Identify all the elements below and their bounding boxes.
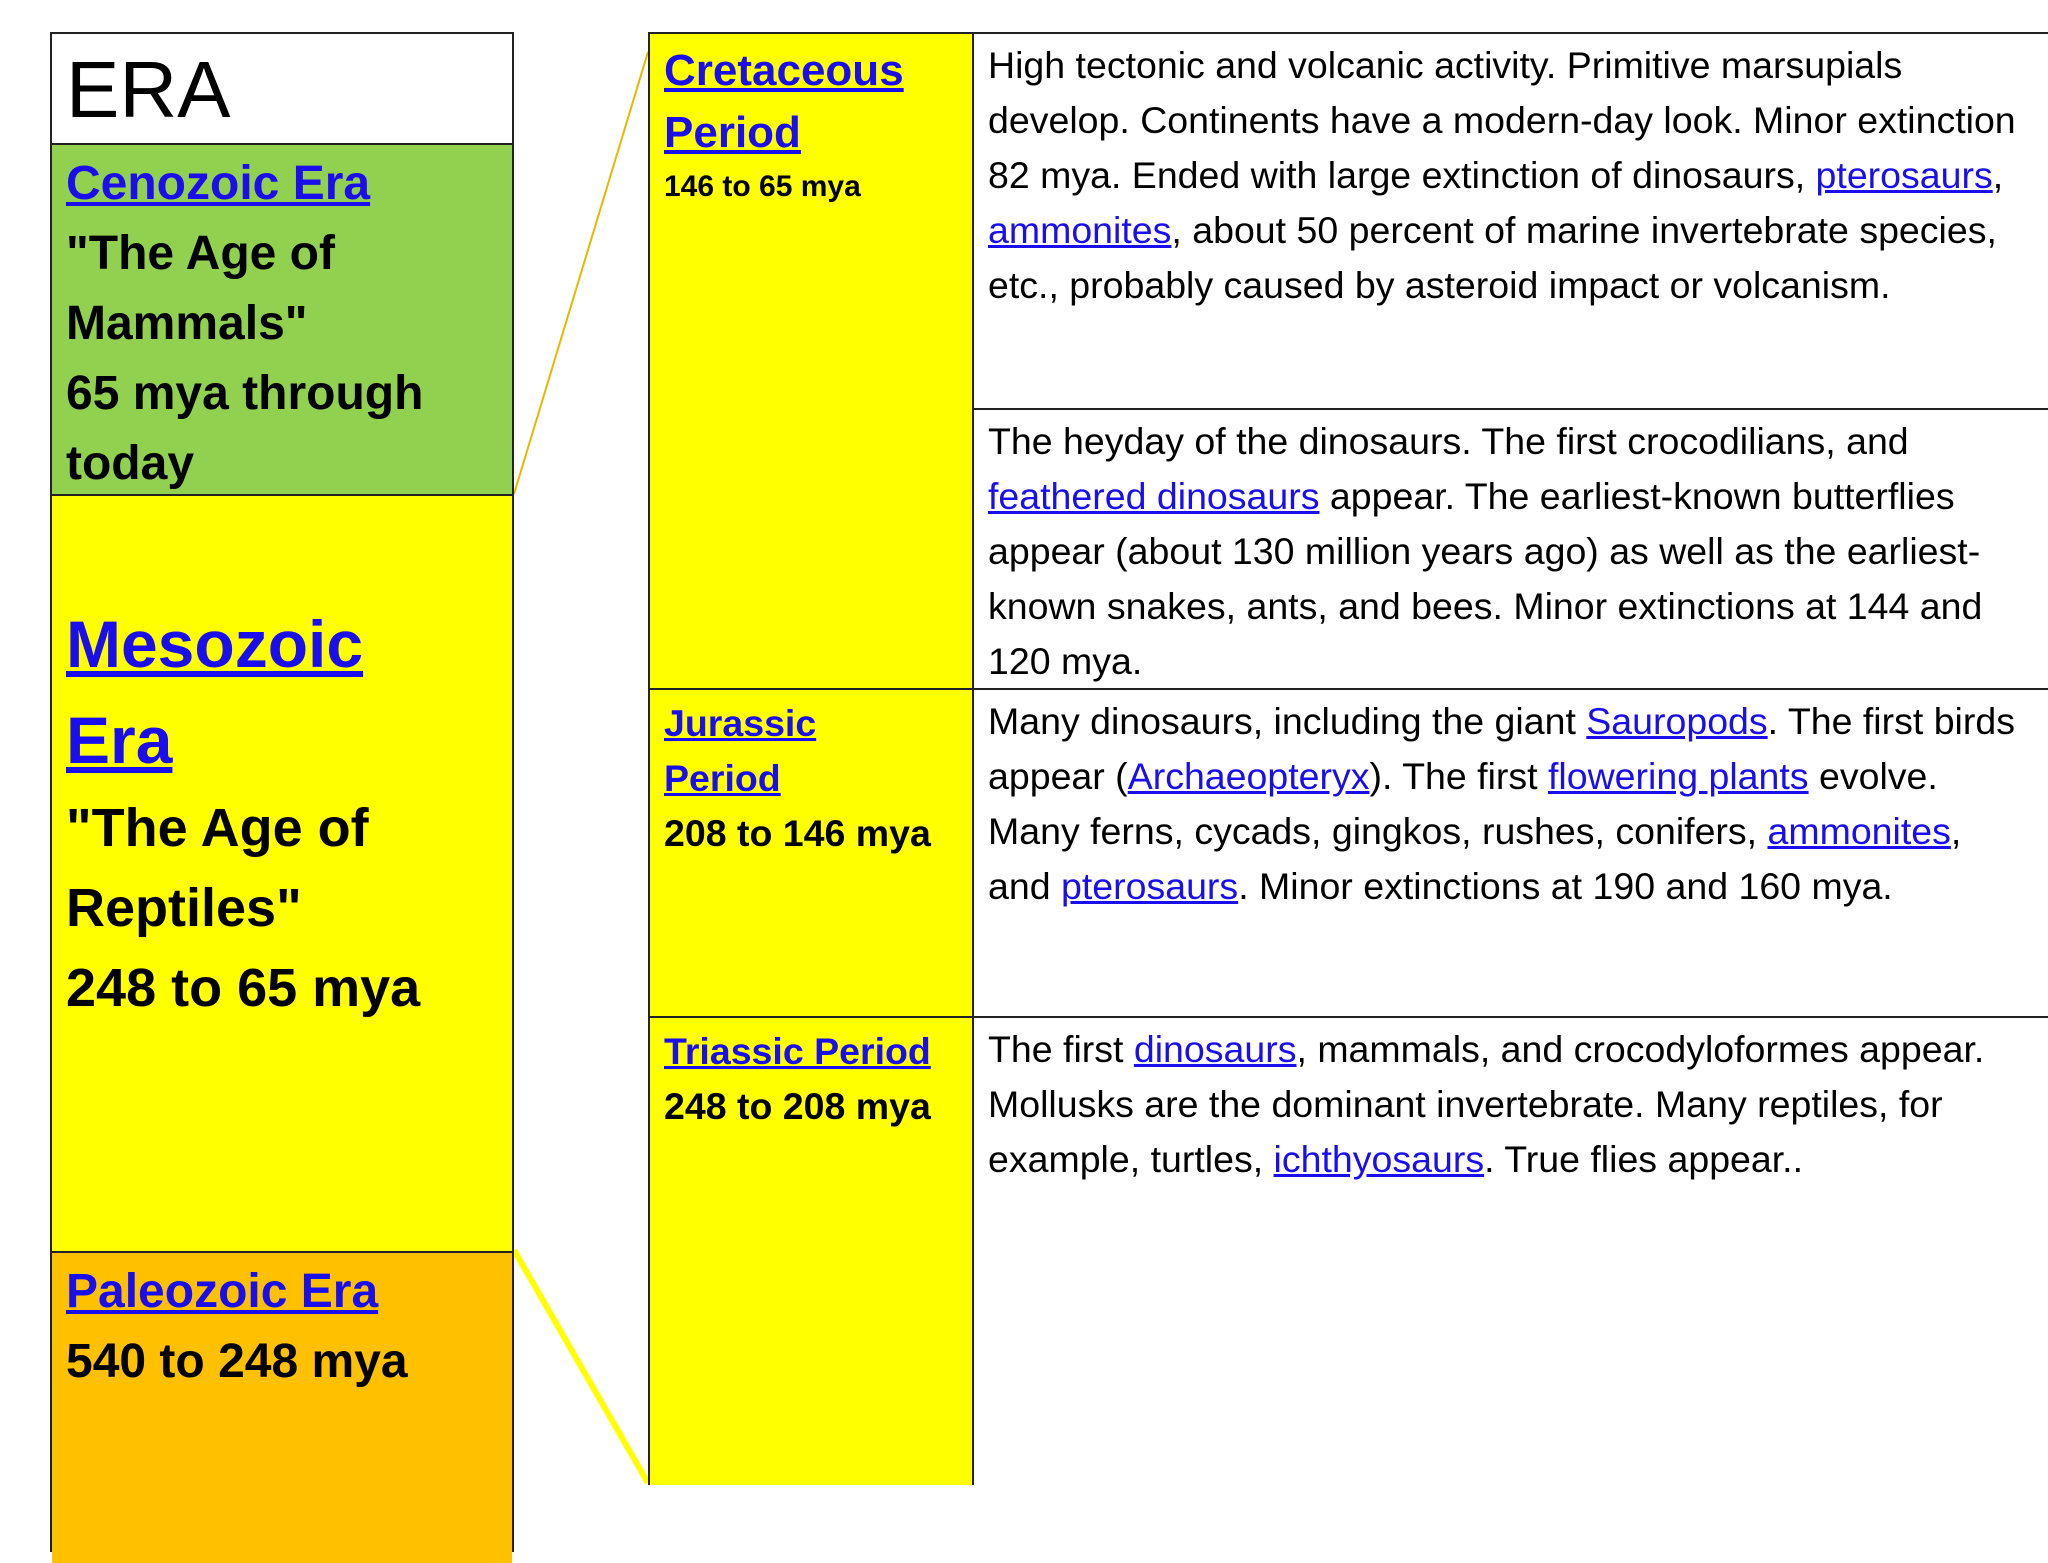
desc-text: ). The first	[1369, 755, 1548, 797]
desc-text: Many dinosaurs, including the giant	[988, 700, 1587, 742]
desc-text: ,	[1992, 154, 2004, 196]
upper-connector-line	[514, 52, 648, 494]
jurassic-period-link-line2[interactable]: Period	[664, 757, 781, 799]
cenozoic-era-link[interactable]: Cenozoic Era	[66, 157, 371, 210]
era-header-label: ERA	[66, 45, 231, 134]
dinosaurs-link[interactable]: dinosaurs	[1133, 1028, 1297, 1070]
triassic-period-link[interactable]: Triassic Period	[664, 1030, 931, 1072]
flowering-plants-link[interactable]: flowering plants	[1548, 755, 1809, 797]
desc-text: The first	[988, 1028, 1134, 1070]
cenozoic-era-cell	[52, 145, 512, 496]
cretaceous-period-link-line2[interactable]: Period	[664, 108, 801, 157]
ichthyosaurs-link[interactable]: ichthyosaurs	[1273, 1138, 1485, 1180]
pterosaurs-link[interactable]: pterosaurs	[1815, 154, 1993, 196]
jurassic-dates: 208 to 146 mya	[664, 812, 931, 854]
cretaceous-description-early	[974, 410, 2048, 688]
cretaceous-period-link-line1[interactable]: Cretaceous	[664, 46, 904, 95]
jurassic-description	[974, 690, 2048, 1016]
desc-text: . True flies appear..	[1484, 1138, 1804, 1180]
desc-text: , about 50 percent of marine invertebrate species, etc., probably caused by asteroid impact or volcanism.	[988, 209, 1997, 306]
jurassic-period-link-line1[interactable]: Jurassic	[664, 702, 817, 744]
mesozoic-nickname-line2: Reptiles"	[66, 878, 302, 938]
sauropods-link[interactable]: Sauropods	[1586, 700, 1768, 742]
cretaceous-name-cell	[650, 34, 974, 688]
mesozoic-dates: 248 to 65 mya	[66, 958, 421, 1018]
cretaceous-dates: 146 to 65 mya	[664, 170, 861, 203]
desc-text: , and	[988, 810, 1962, 907]
cenozoic-nickname: "The Age of Mammals"	[66, 227, 335, 350]
cenozoic-dates: 65 mya through today	[66, 367, 424, 490]
triassic-dates: 248 to 208 mya	[664, 1085, 931, 1127]
desc-text: evolve. Many ferns, cycads, gingkos, rushes, conifers,	[988, 755, 1938, 852]
paleozoic-dates: 540 to 248 mya	[66, 1335, 408, 1388]
cretaceous-description-late	[974, 34, 2048, 408]
mesozoic-nickname-line1: "The Age of	[66, 798, 369, 858]
ammonites-link[interactable]: ammonites	[988, 209, 1172, 251]
desc-text: The heyday of the dinosaurs. The first crocodilians, and	[988, 420, 1909, 462]
desc-text: . The first birds appear (	[988, 700, 2015, 797]
feathered-dinosaurs-link[interactable]: feathered dinosaurs	[988, 475, 1320, 517]
paleozoic-era-cell	[52, 1253, 512, 1563]
desc-text: . Minor extinctions at 190 and 160 mya.	[1238, 865, 1893, 907]
desc-text: , mammals, and crocodyloformes appear. Mollusks are the dominant invertebrate. Many reptiles, for example, turtles,	[988, 1028, 1985, 1180]
paleozoic-era-link[interactable]: Paleozoic Era	[66, 1265, 379, 1318]
periods-table	[648, 32, 2048, 1485]
ammonites-link[interactable]: ammonites	[1767, 810, 1951, 852]
triassic-name-cell	[650, 1018, 974, 1485]
archaeopteryx-link[interactable]: Archaeopteryx	[1127, 755, 1370, 797]
mesozoic-era-link-line1[interactable]: Mesozoic	[66, 607, 364, 681]
desc-text: High tectonic and volcanic activity. Primitive marsupials develop. Continents have a modern-day look. Minor extinction 82 mya. Ended with large extinction of dinosaurs,	[988, 44, 2016, 196]
triassic-description	[974, 1018, 2048, 1485]
era-header	[52, 34, 512, 145]
lower-connector-line	[514, 1250, 648, 1483]
mesozoic-era-link-line2[interactable]: Era	[66, 703, 173, 777]
era-column	[50, 32, 514, 1552]
pterosaurs-link[interactable]: pterosaurs	[1061, 865, 1239, 907]
mesozoic-era-cell	[52, 496, 512, 1253]
jurassic-name-cell	[650, 690, 974, 1016]
desc-text: appear. The earliest-known butterflies appear (about 130 million years ago) as well as the earliest-known snakes, ants, and bees. Minor extinctions at 144 and 120 mya.	[988, 475, 1983, 682]
